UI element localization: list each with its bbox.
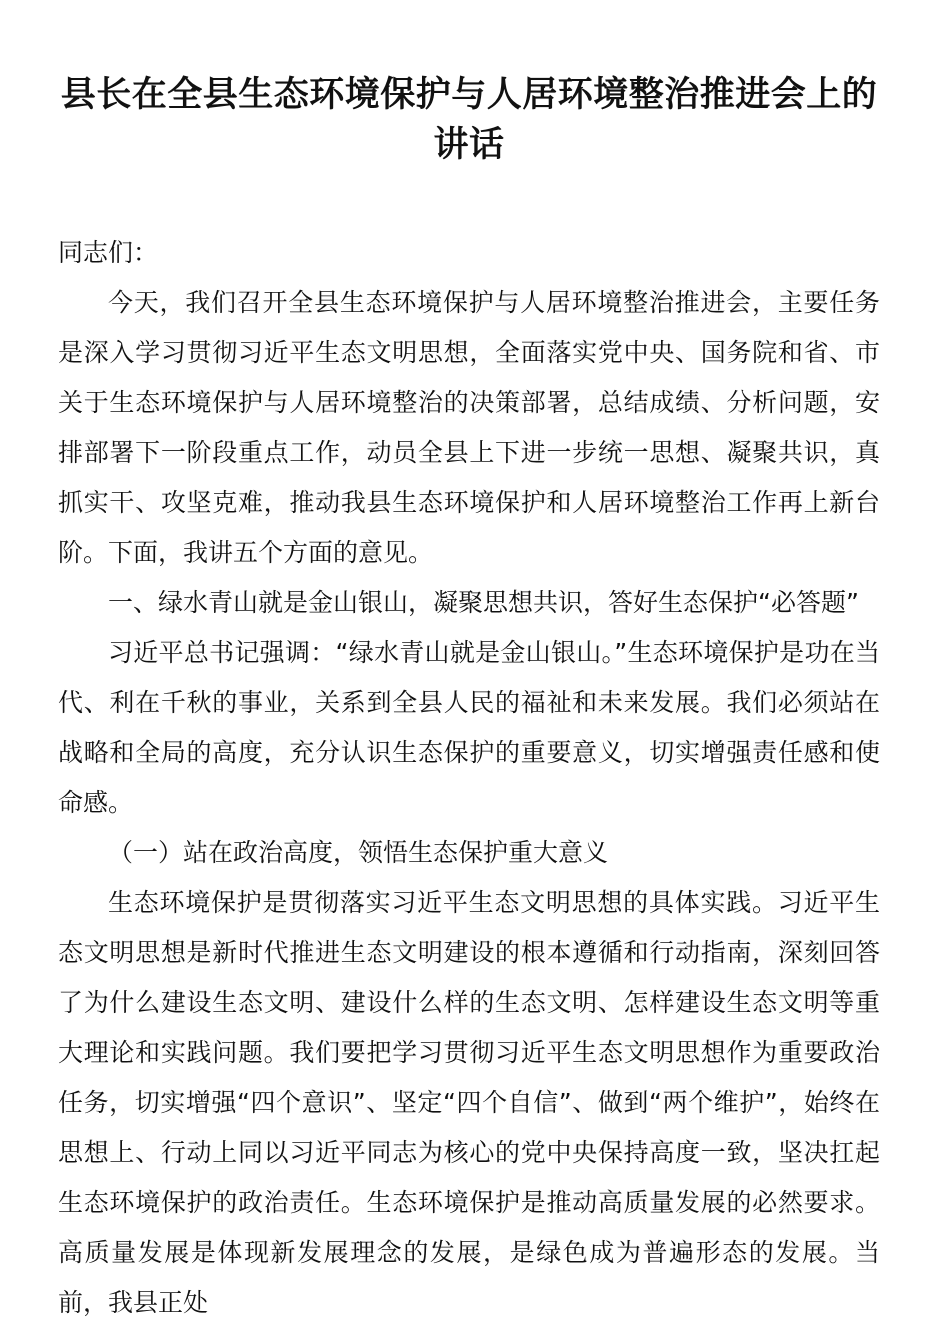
paragraph-subsection-1: 生态环境保护是贯彻落实习近平生态文明思想的具体实践。习近平生态文明思想是新时代推进生态文明建设的根本遵循和行动指南，深刻回答了为什么建设生态文明、建设什么样的生态文明、怎样建设生态文明等重大理论和实践问题。我们要把学习贯彻习近平生态文明思想作为重要政治任务，切实增强“四个意识”、坚定“四个自信”、做到“两个维护”，始终在思想上、行动上同以习近平同志为核心的党中央保持高度一致，坚决扛起生态环境保护的政治责任。生态环境保护是推动高质量发展的必然要求。高质量发展是体现新发展理念的发展，是绿色成为普遍形态的发展。当前，我县正处 <box>58 888 880 1317</box>
salutation: 同志们： <box>58 238 159 267</box>
paragraph-intro: 今天，我们召开全县生态环境保护与人居环境整治推进会，主要任务是深入学习贯彻习近平生态文明思想，全面落实党中央、国务院和省、市关于生态环境保护与人居环境整治的决策部署，总结成绩、分析问题，安排部署下一阶段重点工作，动员全县上下进一步统一思想、凝聚共识，真抓实干、攻坚克难，推动我县生态环境保护和人居环境整治工作再上新台阶。下面，我讲五个方面的意见。 <box>58 288 880 567</box>
title-line-2: 讲话 <box>433 125 505 165</box>
paragraph-section-1: 习近平总书记强调：“绿水青山就是金山银山。”生态环境保护是功在当代、利在千秋的事业，关系到全县人民的福祉和未来发展。我们必须站在战略和全局的高度，充分认识生态保护的重要意义，切实增强责任感和使命感。 <box>58 638 880 817</box>
title-line-1: 县长在全县生态环境保护与人居环境整治推进会上的 <box>60 75 878 115</box>
subsection-heading-1: （一）站在政治高度，领悟生态保护重大意义 <box>108 838 609 867</box>
section-heading-1: 一、绿水青山就是金山银山，凝聚思想共识，答好生态保护“必答题” <box>108 588 859 617</box>
document-title <box>58 60 880 170</box>
document-body <box>58 228 880 1328</box>
